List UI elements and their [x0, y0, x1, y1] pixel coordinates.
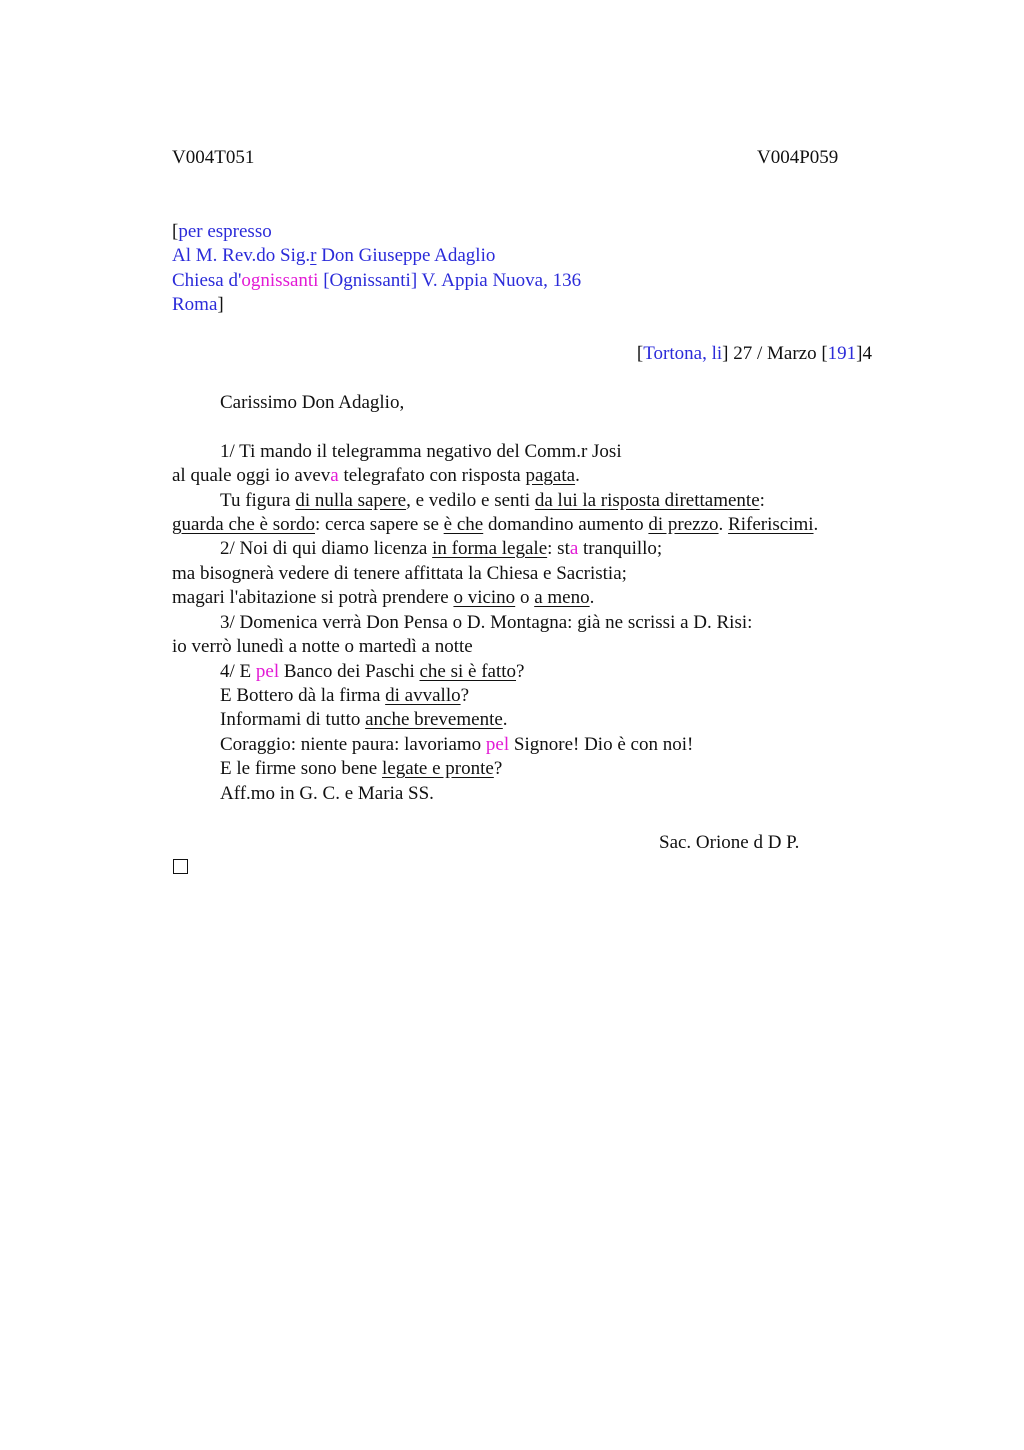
body-line-12: Informami di tutto anche brevemente.	[220, 709, 508, 730]
body-line-6: ma bisognerà vedere di tenere affittata la Chiesa e Sacristia;	[172, 563, 627, 584]
body-line-14: E le firme sono bene legate e pronte?	[220, 758, 503, 779]
document-code-left: V004T051	[172, 147, 255, 168]
address-line-2: Al M. Rev.do Sig.r Don Giuseppe Adaglio	[172, 245, 496, 266]
document-code-right: V004P059	[757, 147, 839, 168]
date-line: [Tortona, li] 27 / Marzo [191]4	[636, 343, 872, 364]
signature: Sac. Orione d D P.	[659, 832, 800, 853]
body-line-13: Coraggio: niente paura: lavoriamo pel Signore! Dio è con noi!	[220, 734, 694, 755]
body-line-3: Tu figura di nulla sapere, e vedilo e senti da lui la risposta direttamente:	[220, 490, 765, 511]
address-line-1: [per espresso	[172, 221, 272, 242]
salutation: Carissimo Don Adaglio,	[220, 392, 405, 413]
body-line-10: 4/ E pel Banco dei Paschi che si è fatto?	[220, 661, 525, 682]
body-line-4: guarda che è sordo: cerca sapere se è che domandino aumento di prezzo. Riferiscimi.	[172, 514, 819, 535]
body-line-2: al quale oggi io aveva telegrafato con risposta pagata.	[172, 465, 580, 486]
body-line-7: magari l'abitazione si potrà prendere o vicino o a meno.	[172, 587, 595, 608]
body-line-8: 3/ Domenica verrà Don Pensa o D. Montagna: già ne scrissi a D. Risi:	[220, 612, 753, 633]
body-line-1: 1/ Ti mando il telegramma negativo del Comm.r Josi	[220, 441, 622, 462]
body-line-9: io verrò lunedì a notte o martedì a notte	[172, 636, 473, 657]
address-line-4: Roma]	[172, 294, 224, 315]
body-line-15: Aff.mo in G. C. e Maria SS.	[220, 783, 434, 804]
end-marker-square-icon	[173, 859, 188, 874]
address-line-3: Chiesa d'ognissanti [Ognissanti] V. Appia Nuova, 136	[172, 270, 582, 291]
body-line-11: E Bottero dà la firma di avvallo?	[220, 685, 470, 706]
body-line-5: 2/ Noi di qui diamo licenza in forma legale: sta tranquillo;	[220, 538, 663, 559]
